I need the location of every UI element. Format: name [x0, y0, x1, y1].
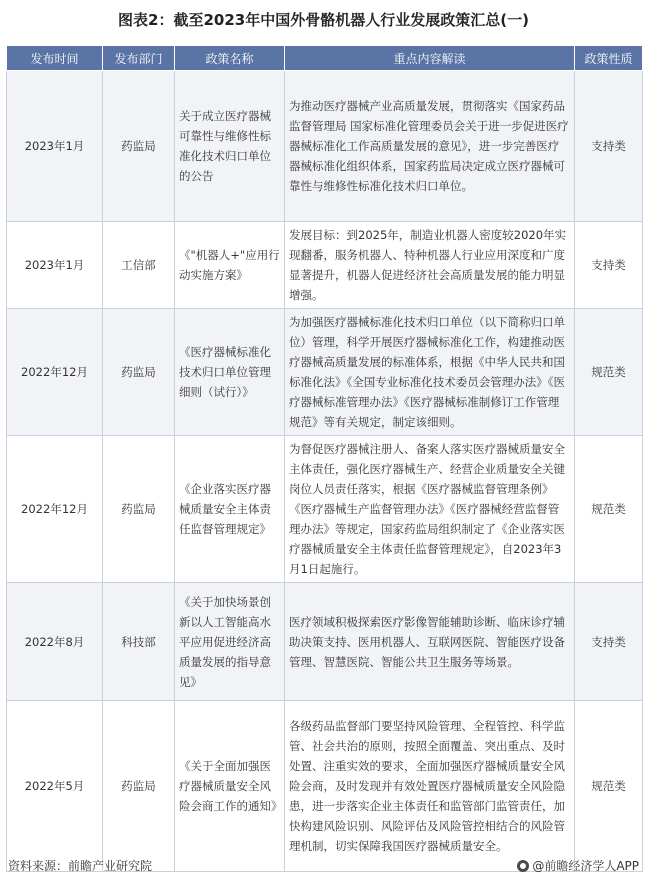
cell-date: 2022年12月 — [7, 309, 103, 436]
cell-date: 2022年5月 — [7, 701, 103, 872]
table-header-row — [7, 46, 643, 71]
chart-title: 图表2：截至2023年中国外骨骼机器人行业发展政策汇总(一) — [118, 11, 529, 29]
cell-nature: 规范类 — [575, 436, 643, 583]
cell-dept: 科技部 — [103, 583, 175, 701]
header-date: 发布时间 — [7, 46, 103, 71]
table-row — [7, 583, 643, 701]
cell-nature: 规范类 — [575, 701, 643, 872]
policy-table — [6, 45, 643, 872]
cell-nature: 支持类 — [575, 71, 643, 222]
header-nature: 政策性质 — [575, 46, 643, 71]
cell-policy-name: 《关于加快场景创新以人工智能高水平应用促进经济高质量发展的指导意见》 — [175, 583, 285, 701]
wechat-icon — [517, 860, 529, 872]
cell-policy-name: 《企业落实医疗器械质量安全主体责任监督管理规定》 — [175, 436, 285, 583]
cell-policy-name: 关于成立医疗器械可靠性与维修性标准化技术归口单位的公告 — [175, 71, 285, 222]
header-name: 政策名称 — [175, 46, 285, 71]
footer — [8, 857, 639, 877]
cell-dept: 药监局 — [103, 436, 175, 583]
table-row — [7, 222, 643, 309]
cell-date: 2023年1月 — [7, 222, 103, 309]
cell-nature: 支持类 — [575, 583, 643, 701]
table-row — [7, 701, 643, 872]
header-content: 重点内容解读 — [285, 46, 575, 71]
cell-date: 2022年12月 — [7, 436, 103, 583]
cell-content: 为推动医疗器械产业高质量发展，贯彻落实《国家药品监督管理局 国家标准化管理委员会关于进一步促进医疗器械标准化工作高质量发展的意见》，进一步完善医疗器械标准化组织体系，国家药监局决定成立医疗器械可靠性与维修性标准化技术归口单位。 — [285, 71, 575, 222]
cell-dept: 药监局 — [103, 701, 175, 872]
header-dept: 发布部门 — [103, 46, 175, 71]
cell-content: 为督促医疗器械注册人、备案人落实医疗器械质量安全主体责任，强化医疗器械生产、经营企业质量安全关键岗位人员责任落实，根据《医疗器械监督管理条例》《医疗器械生产监督管理办法》《医疗器械经营监督管理办法》等规定，国家药监局组织制定了《企业落实医疗器械质量安全主体责任监督管理规定》，自2023年3月1日起施行。 — [285, 436, 575, 583]
cell-policy-name: 《关于全面加强医疗器械质量安全风险会商工作的通知》 — [175, 701, 285, 872]
brand-credit — [517, 857, 639, 874]
cell-dept: 药监局 — [103, 71, 175, 222]
cell-date: 2022年8月 — [7, 583, 103, 701]
cell-content: 为加强医疗器械标准化技术归口单位（以下简称归口单位）管理，科学开展医疗器械标准化工作，构建推动医疗器械高质量发展的标准体系，根据《中华人民共和国标准化法》《全国专业标准化技术委员会管理办法》《医疗器械标准管理办法》《医疗器械标准制修订工作管理规范》等有关规定，制定该细则。 — [285, 309, 575, 436]
source-note: 资料来源：前瞻产业研究院 — [8, 859, 153, 873]
cell-nature: 规范类 — [575, 309, 643, 436]
cell-content: 发展目标：到2025年，制造业机器人密度较2020年实现翻番，服务机器人、特种机器人行业应用深度和广度显著提升，机器人促进经济社会高质量发展的能力明显增强。 — [285, 222, 575, 309]
table-row — [7, 71, 643, 222]
cell-dept: 药监局 — [103, 309, 175, 436]
cell-date: 2023年1月 — [7, 71, 103, 222]
cell-policy-name: 《医疗器械标准化技术归口单位管理细则（试行）》 — [175, 309, 285, 436]
cell-content: 医疗领域积极探索医疗影像智能辅助诊断、临床诊疗辅助决策支持、医用机器人、互联网医院、智能医疗设备管理、智慧医院、智能公共卫生服务等场景。 — [285, 583, 575, 701]
brand-label: @前瞻经济学人APP — [532, 859, 639, 873]
table-row — [7, 436, 643, 583]
cell-dept: 工信部 — [103, 222, 175, 309]
cell-nature: 支持类 — [575, 222, 643, 309]
cell-policy-name: 《"机器人+"应用行动实施方案》 — [175, 222, 285, 309]
cell-content: 各级药品监督部门要坚持风险管理、全程管控、科学监管、社会共治的原则，按照全面覆盖、突出重点、及时处置、注重实效的要求，全面加强医疗器械质量安全风险会商，及时发现并有效处置医疗器械质量安全风险隐患，进一步落实企业主体责任和监管部门监管责任，加快构建风险识别、风险评估及风险管控相结合的风险管理机制，切实保障我国医疗器械质量安全。 — [285, 701, 575, 872]
table-row — [7, 309, 643, 436]
